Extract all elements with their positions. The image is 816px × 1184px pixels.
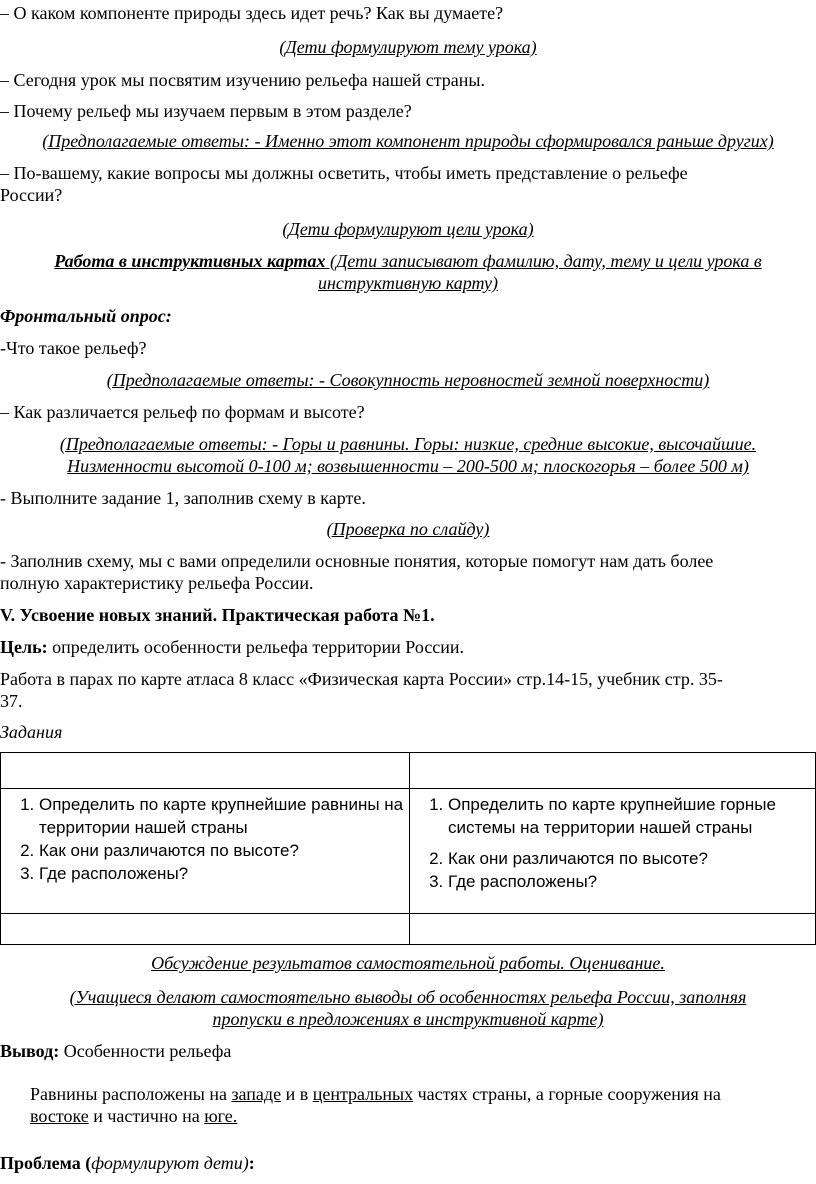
summary-line-cont: полную характеристику рельефа России.: [0, 573, 314, 593]
text-fragment: частях страны, а горные сооружения на: [413, 1084, 721, 1104]
plains-task-list: [1, 793, 409, 885]
mountains-tasks-cell: [410, 789, 816, 914]
note-check: (Проверка по слайду): [326, 519, 490, 539]
statement-line: – Сегодня урок мы посвятим изучению рельефа нашей страны.: [0, 70, 485, 90]
text-fragment: и в: [281, 1084, 313, 1104]
conclusion-sentence-cont: [30, 1105, 237, 1127]
tasks-table: [0, 752, 816, 945]
table-cell: [410, 753, 816, 789]
filled-blank: юге.: [204, 1106, 238, 1126]
question-line: – О каком компоненте природы здесь идет речь? Как вы думаете?: [0, 3, 504, 23]
instruction-cards-note-cont: инструктивную карту): [317, 273, 499, 293]
expected-answer: (Предполагаемые ответы: - Совокупность неровностей земной поверхности): [106, 370, 710, 390]
instruction-cards-line: [0, 250, 816, 272]
discussion-line: Обсуждение результатов самостоятельной работы. Оценивание.: [120, 952, 696, 974]
problem-colon: :: [248, 1153, 255, 1173]
problem-label: Проблема (: [0, 1153, 92, 1173]
problem-line: [0, 1152, 255, 1174]
conclusions-note: (Учащиеся делают самостоятельно выводы об особенностях рельефа России, заполняя: [69, 987, 747, 1007]
expected-answer: (Предполагаемые ответы: - Горы и равнины. Горы: низкие, средние высокие, высочайшие.: [59, 434, 757, 454]
summary-line: - Заполнив схему, мы с вами определили основные понятия, которые помогут нам дать более: [0, 551, 714, 571]
question-line: -Что такое рельеф?: [0, 338, 147, 358]
goal-label: Цель:: [0, 637, 48, 657]
note-goals: (Дети формулируют цели урока): [282, 219, 534, 239]
question-line: – Почему рельеф мы изучаем первым в этом разделе?: [0, 101, 412, 121]
text-fragment: Равнины расположены на: [30, 1084, 232, 1104]
table-cell: [1, 914, 410, 945]
list-item: 1. Определить по карте крупнейшие равнины на территории нашей страны: [39, 793, 409, 839]
question-line-cont: России?: [0, 185, 63, 205]
goal-text: определить особенности рельефа территории России.: [47, 637, 465, 657]
table-cell: [1, 753, 410, 789]
list-item: 3. Где расположены?: [448, 870, 815, 893]
list-item: 1. Определить по карте крупнейшие горные системы на территории нашей страны: [448, 793, 815, 839]
section-heading: V. Усвоение новых знаний. Практическая работа №1.: [0, 605, 435, 625]
filled-blank: востоке: [30, 1106, 89, 1126]
goal-line: [0, 636, 464, 658]
filled-blank: западе: [231, 1084, 282, 1104]
conclusion-text: Особенности рельефа: [59, 1041, 232, 1061]
tasks-label: Задания: [0, 722, 63, 742]
instruction-cards-title: Работа в инструктивных картах: [54, 251, 326, 271]
conclusions-note-cont: пропуски в предложениях в инструктивной карте): [212, 1009, 604, 1029]
list-item: 3. Где расположены?: [39, 862, 409, 885]
instruction-cards-note: (Дети записывают фамилию, дату, тему и цели урока в: [325, 251, 762, 271]
table-cell: [410, 914, 816, 945]
expected-answer-cont: Низменности высотой 0-100 м; возвышенности – 200-500 м; плоскогорья – более 500 м): [67, 456, 749, 476]
plains-tasks-cell: [1, 789, 410, 914]
question-line: – По-вашему, какие вопросы мы должны осветить, чтобы иметь представление о рельефе: [0, 163, 688, 183]
mountains-task-list: [410, 793, 815, 893]
problem-note: формулируют дети): [91, 1153, 249, 1173]
list-item: 2. Как они различаются по высоте?: [448, 847, 815, 870]
note-topic: (Дети формулируют тему урока): [279, 37, 537, 57]
conclusion-label: Вывод:: [0, 1041, 60, 1061]
conclusion-sentence: [30, 1083, 721, 1105]
list-item: 2. Как они различаются по высоте?: [39, 839, 409, 862]
filled-blank: центральных: [312, 1084, 414, 1104]
task-line: - Выполните задание 1, заполнив схему в карте.: [0, 488, 366, 508]
section-heading: Фронтальный опрос:: [0, 306, 172, 326]
pair-work-line: Работа в парах по карте атласа 8 класс «Физическая карта России» стр.14-15, учебник стр. 35-: [0, 669, 723, 689]
question-line: – Как различается рельеф по формам и высоте?: [0, 402, 365, 422]
pair-work-line-cont: 37.: [0, 691, 23, 711]
conclusion-line: [0, 1040, 231, 1062]
text-fragment: и частично на: [88, 1106, 205, 1126]
expected-answer: (Предполагаемые ответы: - Именно этот компонент природы сформировался раньше других): [42, 131, 774, 151]
